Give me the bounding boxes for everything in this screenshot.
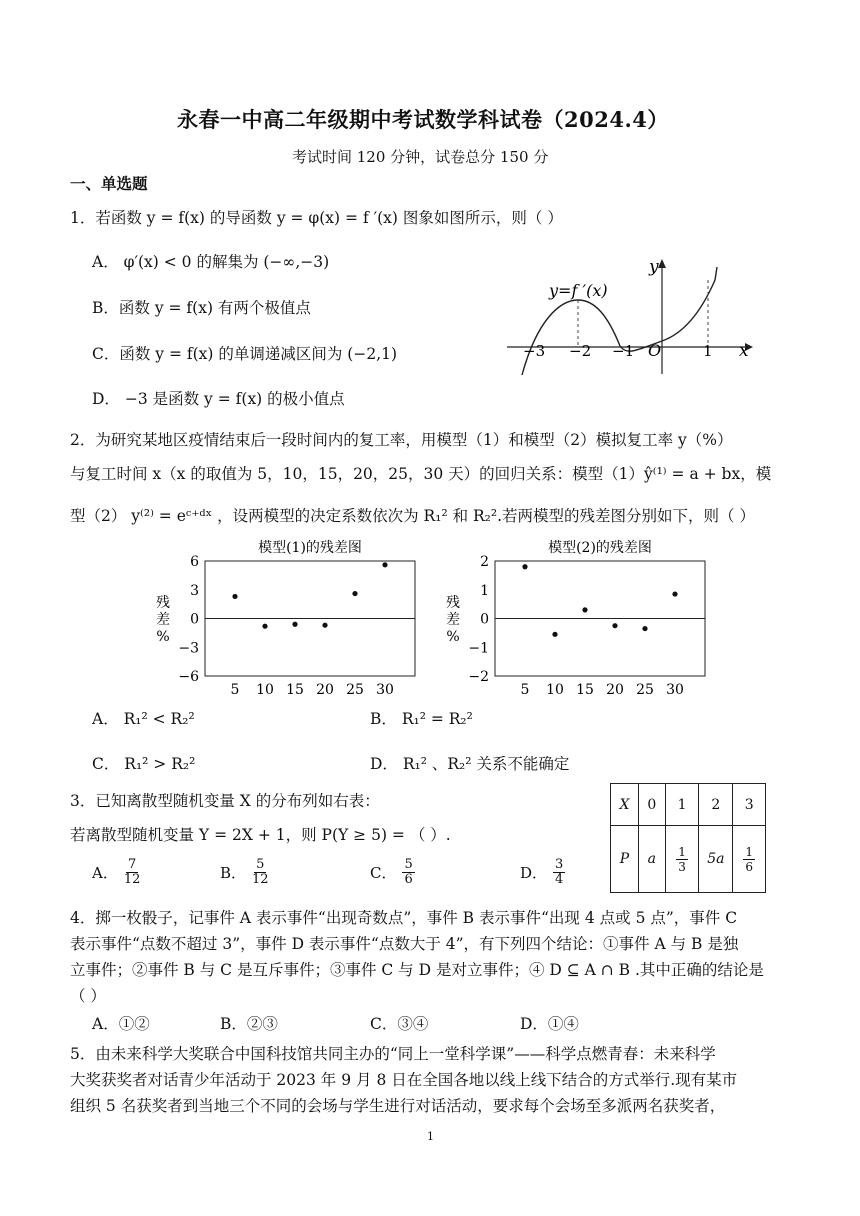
q3-option-c — [370, 858, 415, 887]
q3-option-b-num: 5 — [256, 857, 265, 872]
q5-line-1: 5．由未来科学大奖联合中国科技馆共同主办的“同上一堂科学课”——科学点燃青春：未来科学 — [70, 1045, 716, 1063]
x-tick-label: 15 — [286, 682, 304, 698]
q4-line-4: （ ） — [70, 987, 106, 1005]
q1-derivative-graph — [505, 250, 770, 380]
residual-chart-model-1 — [145, 535, 425, 700]
residual-point — [642, 626, 647, 631]
q3-option-c-num: 5 — [404, 857, 413, 872]
y-tick-label: 1 — [480, 582, 489, 599]
origin-label: O — [648, 341, 662, 360]
q1-option-b: B．函数 y = f(x) 有两个极值点 — [92, 299, 311, 317]
residual-point — [552, 632, 557, 637]
q3-option-d — [520, 858, 565, 887]
x-tick-label: 10 — [546, 682, 564, 698]
q4-option-a: A．①② — [92, 1015, 150, 1033]
x-tick-label: 15 — [576, 682, 594, 698]
table-value-2: 2 — [699, 784, 733, 826]
table-value-3: 3 — [733, 784, 766, 826]
y-axis-arrow — [658, 259, 666, 268]
table-header-p: P — [611, 826, 639, 893]
q3-option-b — [220, 858, 269, 887]
q2-option-c: C． R₁² > R₂² — [92, 755, 196, 773]
y-tick-label: 2 — [480, 554, 489, 570]
q2-option-d: D． R₁² 、R₂² 关系不能确定 — [370, 755, 570, 773]
table-frac1-num: 1 — [678, 845, 686, 859]
y-tick-label: 3 — [190, 582, 199, 599]
residual-point — [382, 562, 387, 567]
page-number: 1 — [427, 1130, 434, 1143]
y-tick-label: 0 — [190, 611, 199, 628]
q3-option-a-label: A． — [92, 864, 118, 882]
q5-line-3: 组织 5 名获奖者到当地三个不同的会场与学生进行对话活动，要求每个会场至多派两名获奖者， — [70, 1097, 726, 1115]
residual-point — [352, 591, 357, 596]
tick-minus-3: −3 — [523, 342, 546, 360]
residual-chart-model-2 — [435, 535, 715, 700]
y-tick-label: −1 — [468, 640, 489, 657]
table-frac2-den: 6 — [745, 860, 753, 874]
table-prob-a: a — [638, 826, 665, 893]
y-axis-label-char: 差 — [446, 612, 460, 628]
x-tick-label: 5 — [520, 682, 530, 698]
residual-point — [672, 591, 677, 596]
table-frac2-num: 1 — [745, 845, 753, 859]
q3-option-a-num: 7 — [127, 857, 137, 872]
residual-point — [262, 624, 267, 629]
chart-title: 模型(1)的残差图 — [258, 540, 362, 556]
q1-option-c: C．函数 y = f(x) 的单调递减区间为 (−2,1) — [92, 345, 398, 363]
q3-option-d-fraction — [553, 858, 565, 887]
q2-option-a: A． R₁² < R₂² — [92, 710, 195, 728]
q4-line-3: 立事件；②事件 B 与 C 是互斥事件；③事件 C 与 D 是对立事件；④ D ⊆ A ∩ B .其中正确的结论是 — [70, 961, 764, 979]
q5-line-2: 大奖获奖者对话青少年活动于 2023 年 9 月 8 日在全国各地以线上线下结合的方式举行.现有某市 — [70, 1071, 738, 1089]
tick-1: 1 — [703, 342, 713, 360]
q3-distribution-table — [610, 783, 766, 893]
q1-option-a: A． φ′(x) < 0 的解集为 (−∞,−3) — [92, 253, 330, 271]
y-tick-label: −3 — [178, 640, 199, 657]
table-prob-5a: 5a — [699, 826, 733, 893]
residual-point — [612, 623, 617, 628]
y-tick-label: 0 — [480, 611, 489, 628]
q4-option-d: D．①④ — [520, 1015, 579, 1033]
curve-label: y=f ′(x) — [549, 281, 608, 300]
q2-line-3: 型（2） y⁽²⁾ = eᶜ⁺ᵈˣ ，设两模型的决定系数依次为 R₁² 和 R₂².若两模型的残差图分别如下，则（ ） — [70, 507, 755, 525]
residual-point — [322, 623, 327, 628]
x-tick-label: 25 — [636, 682, 654, 698]
table-header-x: X — [611, 784, 639, 826]
y-tick-label: −6 — [178, 669, 199, 685]
y-axis-label-char: 差 — [156, 612, 170, 628]
q2-line-1: 2．为研究某地区疫情结束后一段时间内的复工率，用模型（1）和模型（2）模拟复工率 y（%） — [70, 431, 733, 449]
y-axis-label-char: 残 — [156, 595, 170, 611]
q4-line-1: 4．掷一枚骰子，记事件 A 表示事件“出现奇数点”，事件 B 表示事件“出现 4 点或 5 点”，事件 C — [70, 909, 738, 927]
q3-option-b-den: 12 — [252, 872, 269, 887]
q3-option-d-label: D． — [520, 864, 548, 882]
y-axis-label-char: % — [156, 629, 170, 645]
q4-option-c: C．③④ — [370, 1015, 429, 1033]
q3-line-1: 3．已知离散型随机变量 X 的分布列如右表： — [70, 792, 380, 810]
q4-line-2: 表示事件“点数不超过 3”，事件 D 表示事件“点数大于 4”，有下列四个结论：①事件 A 与 B 是独 — [70, 935, 739, 953]
x-tick-label: 20 — [606, 682, 624, 698]
table-value-1: 1 — [665, 784, 699, 826]
y-axis-label-char: % — [446, 629, 460, 645]
residual-point — [582, 607, 587, 612]
q3-option-a-fraction — [124, 858, 141, 887]
q3-option-a-den: 12 — [123, 872, 141, 887]
q3-option-c-fraction — [402, 858, 414, 887]
x-axis-label: x — [739, 341, 749, 361]
y-tick-label: 6 — [190, 554, 199, 570]
q1-option-d: D． −3 是函数 y = f(x) 的极小值点 — [92, 390, 345, 408]
table-value-0: 0 — [638, 784, 665, 826]
q3-option-c-label: C． — [370, 864, 397, 882]
q3-option-d-den: 4 — [555, 872, 564, 887]
q4-option-b: B．②③ — [220, 1015, 278, 1033]
table-prob-one-sixth — [733, 826, 766, 893]
x-tick-label: 5 — [230, 682, 240, 698]
x-tick-label: 20 — [316, 682, 334, 698]
residual-point — [292, 622, 297, 627]
x-tick-label: 25 — [346, 682, 364, 698]
x-tick-label: 30 — [666, 682, 684, 698]
residual-point — [522, 564, 527, 569]
section-title: 一、单选题 — [70, 174, 148, 193]
q3-option-b-fraction — [252, 858, 269, 887]
q2-option-b: B． R₁² = R₂² — [370, 710, 473, 728]
q1-stem: 1．若函数 y = f(x) 的导函数 y = φ(x) = f ′(x) 图象如图所示，则（ ） — [70, 209, 563, 227]
q2-line-2: 与复工时间 x（x 的取值为 5，10，15，20，25，30 天）的回归关系：模型（1）ŷ⁽¹⁾ = a + bx，模 — [70, 465, 772, 483]
q3-line-2: 若离散型随机变量 Y = 2X + 1，则 P(Y ≥ 5) = （ ）. — [70, 826, 451, 844]
residual-point — [232, 594, 237, 599]
y-axis-label-char: 残 — [446, 595, 460, 611]
y-axis-label: y — [649, 257, 659, 277]
q3-option-c-den: 6 — [404, 872, 413, 887]
q3-option-a — [92, 858, 140, 887]
tick-minus-1: −1 — [612, 342, 635, 360]
x-tick-label: 10 — [256, 682, 274, 698]
table-frac1-den: 3 — [678, 860, 686, 874]
tick-minus-2: −2 — [569, 342, 592, 360]
q3-option-b-label: B． — [220, 864, 247, 882]
chart-title: 模型(2)的残差图 — [548, 540, 652, 556]
q3-option-d-num: 3 — [555, 857, 564, 872]
exam-title: 永春一中高二年级期中考试数学科试卷（2024.4） — [177, 107, 669, 132]
y-tick-label: −2 — [468, 669, 489, 685]
x-tick-label: 30 — [376, 682, 394, 698]
exam-subtitle: 考试时间 120 分钟，试卷总分 150 分 — [292, 148, 549, 166]
table-prob-one-third — [665, 826, 699, 893]
